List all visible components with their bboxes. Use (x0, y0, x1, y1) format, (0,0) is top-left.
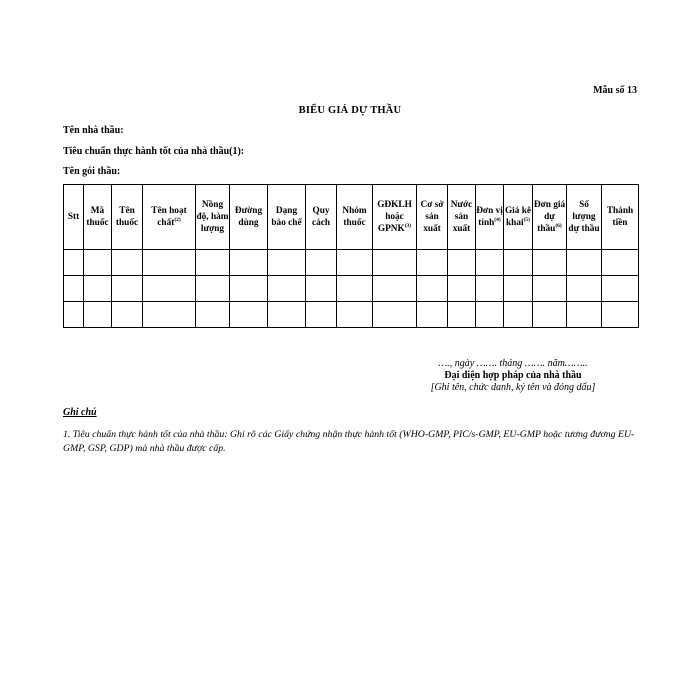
column-header (306, 185, 337, 250)
column-header-label: Nồng độ, hàm lượng (196, 200, 229, 234)
signature-representative: Đại diện hợp pháp của nhà thầu (444, 370, 582, 381)
signature-date-line: …., ngày ……. tháng ……. năm…….. (438, 358, 588, 369)
table-cell (448, 250, 476, 276)
column-header (143, 185, 196, 250)
table-cell (533, 250, 567, 276)
column-header (504, 185, 533, 250)
table-cell (143, 250, 196, 276)
column-header (230, 185, 268, 250)
table-cell (373, 276, 417, 302)
document-title: BIỂU GIÁ DỰ THẦU (298, 105, 402, 116)
form-number: Mẫu số 13 (593, 85, 637, 96)
column-header-label: Nhóm thuốc (342, 206, 367, 228)
column-header-label: Nước sản xuất (450, 200, 473, 234)
table-cell (112, 250, 143, 276)
table-cell (337, 302, 373, 328)
table-cell (64, 250, 84, 276)
table-cell (112, 276, 143, 302)
table-body (64, 250, 639, 328)
table-cell (476, 302, 504, 328)
column-header-label: Thành tiền (606, 206, 634, 228)
table-cell (337, 276, 373, 302)
footnote-marker: (6) (555, 222, 562, 229)
bidder-name-label: Tên nhà thầu: (63, 125, 124, 136)
footnote-marker: (4) (494, 216, 501, 223)
table-cell (504, 276, 533, 302)
table-row (64, 250, 639, 276)
table-cell (143, 302, 196, 328)
table-cell (230, 302, 268, 328)
gmp-standard-label: Tiêu chuẩn thực hành tốt của nhà thầu(1): (63, 146, 245, 157)
table-cell (476, 276, 504, 302)
table-cell (373, 250, 417, 276)
table-cell (64, 276, 84, 302)
table-cell (196, 250, 230, 276)
table-cell (337, 250, 373, 276)
column-header-label: Tên hoạt chất (151, 206, 187, 228)
table-row (64, 302, 639, 328)
column-header (448, 185, 476, 250)
column-header (476, 185, 504, 250)
table-cell (112, 302, 143, 328)
table-cell (306, 302, 337, 328)
table-row (64, 276, 639, 302)
column-header-label: Giá kê khai (504, 206, 532, 228)
table-cell (373, 302, 417, 328)
column-header-label: Quy cách (311, 206, 331, 228)
signature-instruction: [Ghi tên, chức danh, ký tên và đóng dấu] (430, 382, 596, 393)
column-header-label: Đường dùng (234, 206, 263, 228)
table-cell (306, 250, 337, 276)
table-cell (602, 276, 639, 302)
table-cell (567, 276, 602, 302)
package-name-label: Tên gói thầu: (63, 166, 121, 177)
column-header-label: Đơn vị tính (476, 206, 503, 228)
column-header-label: Tên thuốc (115, 206, 139, 228)
table-cell (476, 250, 504, 276)
column-header-label: Dạng bào chế (271, 206, 302, 228)
column-header (196, 185, 230, 250)
table-cell (268, 276, 306, 302)
footnote-marker: (5) (523, 216, 530, 223)
table-cell (417, 276, 448, 302)
table-cell (230, 250, 268, 276)
column-header (84, 185, 112, 250)
column-header-label: Stt (67, 212, 80, 222)
table-cell (504, 302, 533, 328)
column-header (64, 185, 84, 250)
table-cell (602, 302, 639, 328)
column-header (373, 185, 417, 250)
table-cell (268, 302, 306, 328)
column-header (567, 185, 602, 250)
table-cell (504, 250, 533, 276)
table-cell (143, 276, 196, 302)
table-cell (448, 276, 476, 302)
table-cell (567, 250, 602, 276)
column-header (417, 185, 448, 250)
column-header-label: Mã thuốc (86, 206, 109, 228)
table-cell (268, 250, 306, 276)
column-header-label: Cơ sở sản xuất (420, 200, 444, 234)
table-header-row (64, 185, 639, 250)
table-cell (84, 276, 112, 302)
table-cell (196, 276, 230, 302)
table-cell (306, 276, 337, 302)
table-cell (417, 302, 448, 328)
table-cell (84, 302, 112, 328)
column-header (533, 185, 567, 250)
column-header-label: Đơn giá dự thầu (533, 200, 566, 234)
column-header (602, 185, 639, 250)
note-item: 1. Tiêu chuẩn thực hành tốt của nhà thầu: Ghi rõ các Giấy chứng nhận thực hành tốt (WHO-GMP, PIC/s-GMP, EU-GMP hoặc tương đương EU-GMP, GSP, GDP) mà nhà thầu được cấp. (63, 429, 635, 454)
table-cell (602, 250, 639, 276)
table-cell (64, 302, 84, 328)
bid-price-table (63, 184, 639, 328)
column-header (268, 185, 306, 250)
table-cell (84, 250, 112, 276)
column-header-label: Số lượng dự thầu (568, 200, 600, 234)
table-cell (196, 302, 230, 328)
column-header (337, 185, 373, 250)
table-cell (567, 302, 602, 328)
table-cell (417, 250, 448, 276)
table-cell (230, 276, 268, 302)
column-header (112, 185, 143, 250)
footnote-marker: (2) (174, 216, 181, 223)
table-cell (448, 302, 476, 328)
column-header-label: GĐKLH hoặc GPNK (377, 200, 412, 234)
notes-title: Ghi chú (63, 407, 97, 418)
table-cell (533, 276, 567, 302)
table-cell (533, 302, 567, 328)
footnote-marker: (3) (404, 222, 412, 229)
